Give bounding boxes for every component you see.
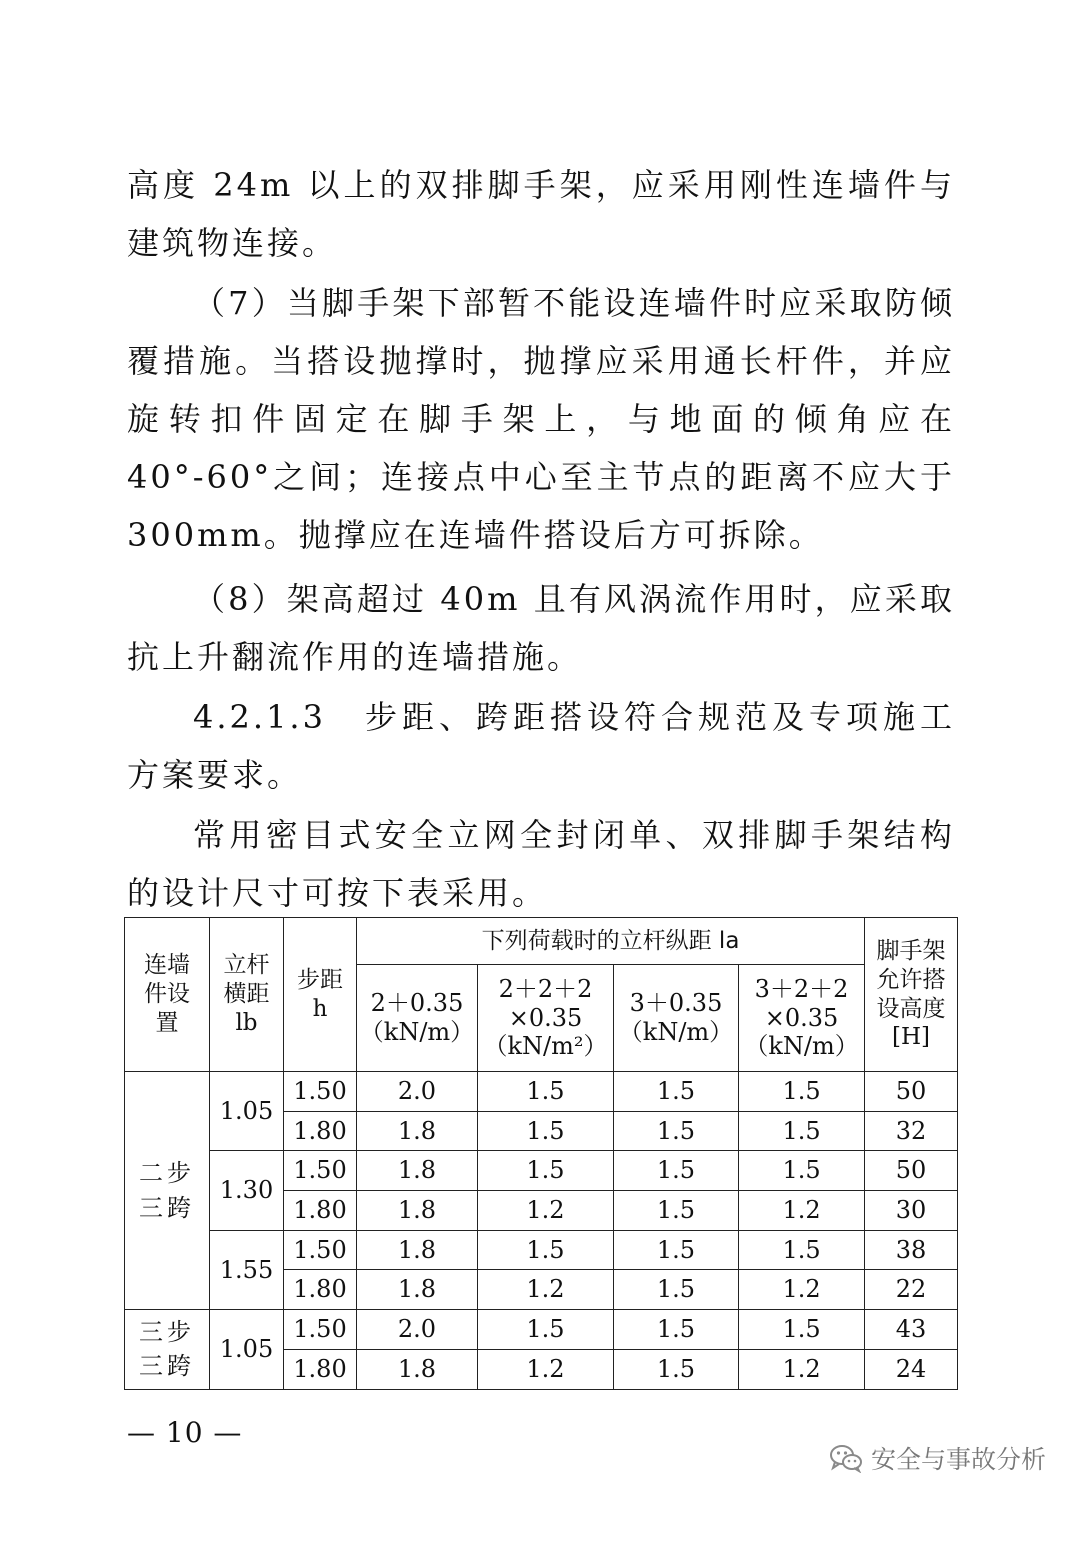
lb-cell: 1.30	[210, 1151, 284, 1230]
lb-cell: 1.05	[210, 1072, 284, 1151]
height-cell: 50	[865, 1072, 958, 1112]
table-row	[125, 1230, 958, 1270]
lb-cell: 1.05	[210, 1310, 284, 1389]
paragraph-rigid-wall-ties: 高度 24m 以上的双排脚手架，应采用刚性连墙件与建筑物连接。	[127, 166, 955, 262]
header-step-h: 步距 h	[284, 918, 357, 1072]
header-la-group: 下列荷载时的立杆纵距 la	[357, 918, 865, 965]
load1-cell: 1.8	[357, 1230, 478, 1270]
load1-cell: 2.0	[357, 1310, 478, 1350]
height-cell: 30	[865, 1191, 958, 1231]
load3-cell: 1.5	[614, 1270, 739, 1310]
lb-cell: 1.55	[210, 1230, 284, 1309]
height-cell: 50	[865, 1151, 958, 1191]
header-wall-tie: 连墙 件设 置	[125, 918, 210, 1072]
height-cell: 43	[865, 1310, 958, 1350]
header-load-1: 2＋0.35 （kN/m）	[357, 965, 478, 1072]
load1-cell: 1.8	[357, 1270, 478, 1310]
load3-cell: 1.5	[614, 1151, 739, 1191]
h-cell: 1.50	[284, 1072, 357, 1112]
load4-cell: 1.2	[739, 1349, 865, 1389]
load4-cell: 1.5	[739, 1072, 865, 1112]
paragraph-item-7: （7）当脚手架下部暂不能设连墙件时应采取防倾覆措施。当搭设抛撑时，抛撑应采用通长杆件，并应旋转扣件固定在脚手架上，与地面的倾角应在 40°-60°之间；连接点中心至主节点的距离不应大于 300mm。抛撑应在连墙件搭设后方可拆除。	[127, 284, 955, 554]
load2-cell: 1.5	[478, 1230, 614, 1270]
load2-cell: 1.5	[478, 1072, 614, 1112]
load1-cell: 1.8	[357, 1151, 478, 1191]
group-three-step-three-span: 三步 三跨	[125, 1310, 210, 1389]
height-cell: 24	[865, 1349, 958, 1389]
h-cell: 1.80	[284, 1349, 357, 1389]
load3-cell: 1.5	[614, 1191, 739, 1231]
paragraph-item-8: （8）架高超过 40m 且有风涡流作用时，应采取抗上升翻流作用的连墙措施。	[127, 580, 955, 676]
height-cell: 38	[865, 1230, 958, 1270]
load3-cell: 1.5	[614, 1349, 739, 1389]
load4-cell: 1.5	[739, 1230, 865, 1270]
load3-cell: 1.5	[614, 1111, 739, 1151]
load2-cell: 1.5	[478, 1151, 614, 1191]
page-number: — 10 —	[127, 1416, 243, 1449]
table-row	[125, 1310, 958, 1350]
table-row	[125, 1072, 958, 1112]
h-cell: 1.50	[284, 1151, 357, 1191]
load2-cell: 1.2	[478, 1349, 614, 1389]
paragraph-table-intro: 常用密目式安全立网全封闭单、双排脚手架结构的设计尺寸可按下表采用。	[127, 816, 955, 912]
h-cell: 1.50	[284, 1310, 357, 1350]
watermark	[829, 1440, 1046, 1476]
load2-cell: 1.5	[478, 1310, 614, 1350]
load4-cell: 1.5	[739, 1111, 865, 1151]
load3-cell: 1.5	[614, 1072, 739, 1112]
scaffold-design-table	[124, 917, 958, 1390]
wechat-icon	[829, 1443, 863, 1473]
load2-cell: 1.2	[478, 1191, 614, 1231]
load1-cell: 1.8	[357, 1349, 478, 1389]
load4-cell: 1.5	[739, 1151, 865, 1191]
load1-cell: 2.0	[357, 1072, 478, 1112]
load3-cell: 1.5	[614, 1310, 739, 1350]
table-row	[125, 1151, 958, 1191]
load1-cell: 1.8	[357, 1191, 478, 1231]
h-cell: 1.80	[284, 1111, 357, 1151]
header-lb: 立杆 横距 lb	[210, 918, 284, 1072]
header-load-3: 3＋0.35 （kN/m）	[614, 965, 739, 1072]
watermark-text: 安全与事故分析	[870, 1445, 1046, 1474]
header-load-2: 2＋2＋2 ×0.35 （kN/m²）	[478, 965, 614, 1072]
h-cell: 1.80	[284, 1191, 357, 1231]
load2-cell: 1.5	[478, 1111, 614, 1151]
load4-cell: 1.5	[739, 1310, 865, 1350]
load3-cell: 1.5	[614, 1230, 739, 1270]
header-load-4: 3＋2＋2 ×0.35 （kN/m）	[739, 965, 865, 1072]
load4-cell: 1.2	[739, 1191, 865, 1231]
group-two-step-three-span: 二步 三跨	[125, 1072, 210, 1310]
height-cell: 22	[865, 1270, 958, 1310]
load2-cell: 1.2	[478, 1270, 614, 1310]
load4-cell: 1.2	[739, 1270, 865, 1310]
h-cell: 1.50	[284, 1230, 357, 1270]
height-cell: 32	[865, 1111, 958, 1151]
paragraph-section-4-2-1-3: 4.2.1.3 步距、跨距搭设符合规范及专项施工方案要求。	[127, 698, 955, 794]
h-cell: 1.80	[284, 1270, 357, 1310]
load1-cell: 1.8	[357, 1111, 478, 1151]
header-allowable-height: 脚手架 允许搭 设高度 [H]	[865, 918, 958, 1072]
